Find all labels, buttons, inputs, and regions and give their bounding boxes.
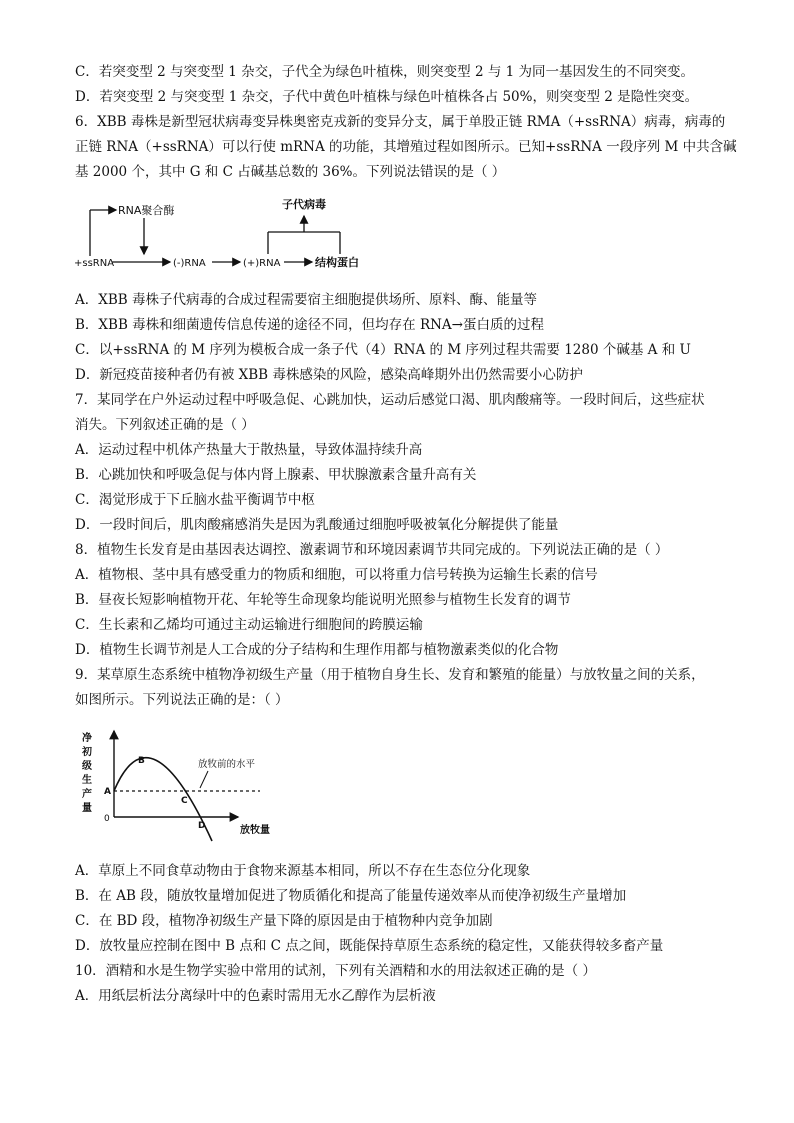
option-10a: A．用纸层析法分离绿叶中的色素时需用无水乙醇作为层析液 (75, 988, 436, 1004)
text-line: 正链 RNA（+ssRNA）可以行使 mRNA 的功能，其增殖过程如图所示。已知+ssRNA 一段序列 M 中共含碱 (75, 139, 737, 155)
y-label-char: 净 (82, 733, 92, 744)
y-label-char: 量 (82, 803, 92, 814)
option-8d: D．植物生长调节剂是人工合成的分子结构和生理作用都与植物激素类似的化合物 (75, 642, 559, 658)
text-line: C．若突变型 2 与突变型 1 杂交，子代全为绿色叶植株，则突变型 2 与 1 为同一基因发生的不同突变。 (75, 64, 695, 80)
origin-label: 0 (104, 814, 110, 824)
point-d-label: D (198, 821, 206, 831)
annotation-label: 放牧前的水平 (198, 759, 256, 770)
text-line: 如图所示。下列说法正确的是：（ ） (75, 692, 289, 708)
point-c-label: C (181, 796, 188, 806)
option-7d: D．一段时间后，肌肉酸痛感消失是因为乳酸通过细胞呼吸被氧化分解提供了能量 (75, 517, 559, 533)
option-6c: C．以+ssRNA 的 M 序列为模板合成一条子代（4）RNA 的 M 序列过程共需要 1280 个碱基 A 和 U (75, 342, 691, 358)
option-6b: B．XBB 毒株和细菌遗传信息传递的途径不同，但均存在 RNA→蛋白质的过程 (75, 317, 544, 333)
offspring-label: 子代病毒 (282, 198, 326, 211)
annotation-pointer (200, 771, 208, 788)
point-a-label: A (104, 787, 111, 797)
plus-rna-label: (+)RNA (243, 258, 281, 269)
point-b-label: B (138, 756, 145, 766)
question-7-stem: 7．某同学在户外运动过程中呼吸急促、心跳加快，运动后感觉口渴、肌肉酸痛等。一段时间后，这些症状 (75, 392, 705, 408)
y-label-char: 初 (82, 747, 92, 758)
grazing-curve-figure (80, 725, 280, 845)
option-8a: A．植物根、茎中具有感受重力的物质和细胞，可以将重力信号转换为运输生长素的信号 (75, 567, 598, 583)
y-label-char: 生 (82, 775, 92, 786)
option-6a: A．XBB 毒株子代病毒的合成过程需要宿主细胞提供场所、原料、酶、能量等 (75, 292, 537, 308)
option-8c: C．生长素和乙烯均可通过主动运输进行细胞间的跨膜运输 (75, 617, 423, 633)
option-6d: D．新冠疫苗接种者仍有被 XBB 毒株感染的风险，感染高峰期外出仍然需要小心防护 (75, 367, 583, 383)
question-6-stem: 6．XBB 毒株是新型冠状病毒变异株奥密克戎新的变异分支，属于单股正链 RMA（+ssRNA）病毒，病毒的 (75, 114, 726, 130)
text-line: 消失。下列叙述正确的是（ ） (75, 417, 255, 433)
option-9c: C．在 BD 段，植物净初级生产量下降的原因是由于植物种内竞争加剧 (75, 913, 493, 929)
option-9a: A．草原上不同食草动物由于食物来源基本相同，所以不存在生态位分化现象 (75, 863, 531, 879)
text-line: D．若突变型 2 与突变型 1 杂交，子代中黄色叶植株与绿色叶植株各占 50%，则突变型 2 是隐性突变。 (75, 89, 699, 105)
enzyme-label: RNA聚合酶 (118, 204, 175, 217)
minus-rna-label: (-)RNA (173, 258, 206, 269)
question-10-stem: 10．酒精和水是生物学实验中常用的试剂，下列有关酒精和水的用法叙述正确的是（ ） (75, 963, 596, 979)
option-9b: B．在 AB 段，随放牧量增加促进了物质循化和提高了能量传递效率从而使净初级生产量增加 (75, 888, 627, 904)
option-8b: B．昼夜长短影响植物开花、年轮等生命现象均能说明光照参与植物生长发育的调节 (75, 592, 571, 608)
protein-label: 结构蛋白 (315, 256, 359, 269)
option-7c: C．渴觉形成于下丘脑水盐平衡调节中枢 (75, 492, 315, 508)
option-9d: D．放牧量应控制在图中 B 点和 C 点之间，既能保持草原生态系统的稳定性，又能获得较多畜产量 (75, 938, 664, 954)
replication-diagram (72, 192, 372, 274)
text-line: 基 2000 个，其中 G 和 C 占碱基总数的 36%。下列说法错误的是（ ） (75, 164, 506, 180)
y-label-char: 产 (82, 789, 92, 800)
plus-ssrna-label: +ssRNA (74, 258, 115, 269)
question-9-stem: 9．某草原生态系统中植物净初级生产量（用于植物自身生长、发育和繁殖的能量）与放牧量之间的关系， (75, 667, 705, 683)
option-7a: A．运动过程中机体产热量大于散热量，导致体温持续升高 (75, 442, 423, 458)
option-7b: B．心跳加快和呼吸急促与体内肾上腺素、甲状腺激素含量升高有关 (75, 467, 477, 483)
question-8-stem: 8．植物生长发育是由基因表达调控、激素调节和环境因素调节共同完成的。下列说法正确的是（ ） (75, 542, 669, 558)
y-label-char: 级 (82, 761, 92, 772)
x-axis-label: 放牧量 (240, 825, 270, 836)
